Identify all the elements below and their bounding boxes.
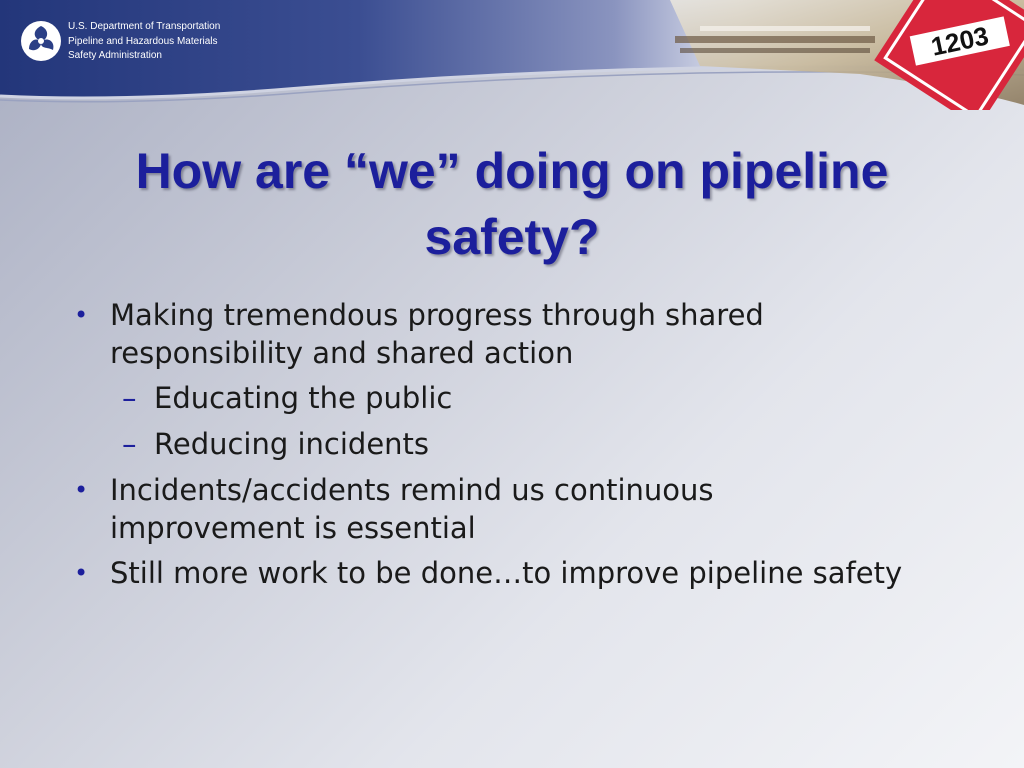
bullet-glyph: • bbox=[74, 559, 89, 587]
sub-bullet-text: Reducing incidents bbox=[154, 427, 430, 461]
slide-title-line-2: safety? bbox=[424, 209, 600, 265]
bullet-text-line-1: Still more work to be done…to improve pipeline safety bbox=[110, 556, 903, 590]
bullet-text-line-1: Making tremendous progress through shared bbox=[110, 298, 764, 332]
slide-title bbox=[60, 138, 964, 270]
slide-title-line-1: How are “we” doing on pipeline bbox=[135, 143, 889, 199]
bullet-text-line-2: responsibility and shared action bbox=[110, 336, 574, 370]
agency-line-2: Pipeline and Hazardous Materials bbox=[68, 36, 218, 47]
bullet-text-line-2: improvement is essential bbox=[110, 511, 476, 545]
agency-line-3: Safety Administration bbox=[68, 50, 162, 61]
placard-number: 1203 bbox=[928, 20, 992, 62]
hazmat-placard-photo bbox=[670, 0, 1024, 110]
bullet-text-line-1: Incidents/accidents remind us continuous bbox=[110, 473, 714, 507]
bullet-glyph: • bbox=[74, 476, 89, 504]
sub-bullet-item bbox=[70, 379, 990, 417]
sub-bullet-text: Educating the public bbox=[154, 381, 453, 415]
bullet-item bbox=[70, 296, 990, 372]
bullet-glyph: • bbox=[74, 301, 89, 329]
sub-bullet-item bbox=[70, 425, 990, 463]
bullet-item bbox=[70, 554, 990, 592]
dot-tri-swirl-icon bbox=[20, 20, 62, 62]
bullet-item bbox=[70, 471, 990, 547]
agency-line-1: U.S. Department of Transportation bbox=[68, 21, 221, 32]
dash-glyph: – bbox=[122, 381, 137, 415]
slide-body bbox=[70, 296, 990, 599]
dash-glyph: – bbox=[122, 427, 137, 461]
agency-name bbox=[68, 20, 220, 63]
slide-header bbox=[0, 0, 1024, 110]
